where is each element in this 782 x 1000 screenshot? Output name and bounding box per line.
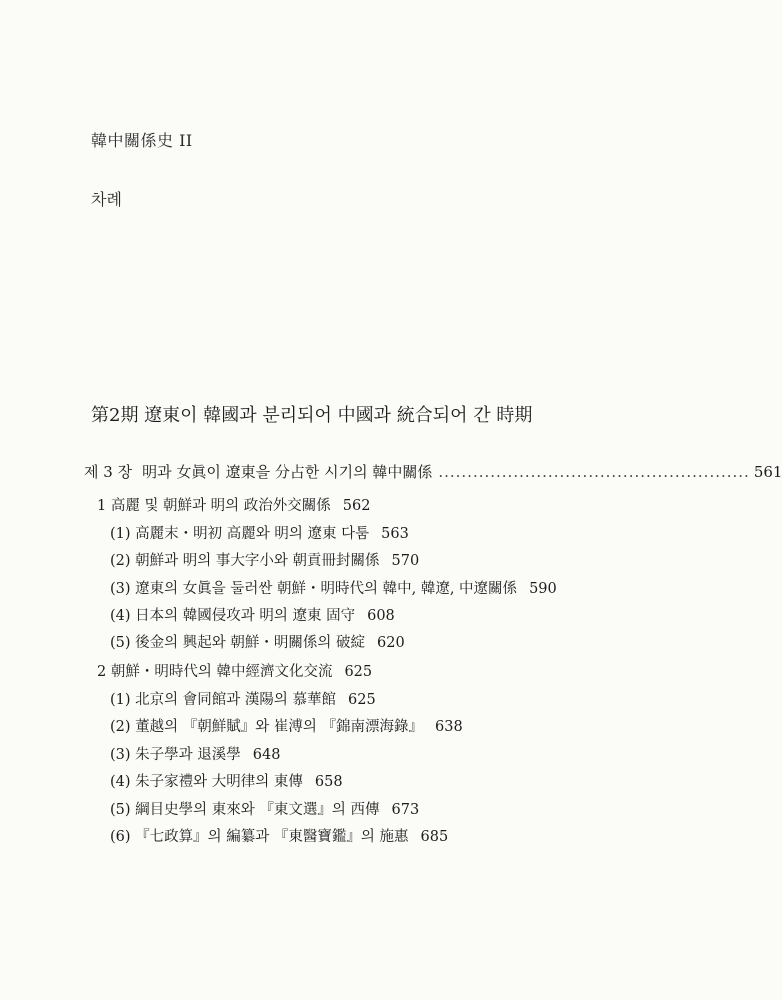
running-title: 韓中關係史 II xyxy=(91,131,193,150)
subsection-label: (1) 高麗末・明初 高麗와 明의 遼東 다툼 xyxy=(110,526,370,542)
section-label: 1 高麗 및 朝鮮과 明의 政治外交關係 xyxy=(97,498,331,514)
toc-subsection[interactable] xyxy=(110,577,557,598)
toc-subsection[interactable] xyxy=(110,604,395,625)
subsection-label: (1) 北京의 會同館과 漢陽의 慕華館 xyxy=(110,692,336,708)
chapter-page-number: 561 xyxy=(753,463,782,481)
page-number: 563 xyxy=(381,526,409,542)
toc-subsection[interactable] xyxy=(110,743,280,764)
toc-subsection[interactable] xyxy=(110,798,419,819)
page-number: 620 xyxy=(377,635,405,651)
subsection-label: (3) 遼東의 女眞을 둘러싼 朝鮮・明時代의 韓中, 韓遼, 中遼關係 xyxy=(110,581,518,597)
toc-section[interactable] xyxy=(97,494,370,515)
toc-heading: 차례 xyxy=(91,190,122,209)
toc-subsection[interactable] xyxy=(110,522,409,543)
page-number: 590 xyxy=(529,581,557,597)
subsection-label: (2) 董越의 『朝鮮賦』와 崔溥의 『錦南漂海錄』 xyxy=(110,719,423,735)
subsection-label: (5) 後金의 興起와 朝鮮・明關係의 破綻 xyxy=(110,635,365,651)
toc-subsection[interactable] xyxy=(110,549,419,570)
dot-leader: ...................................................... xyxy=(438,463,750,481)
page-number: 673 xyxy=(391,802,420,818)
page-number: 562 xyxy=(342,498,371,514)
toc-subsection[interactable] xyxy=(110,715,463,736)
toc-subsection[interactable] xyxy=(110,688,376,709)
chapter-entry[interactable] xyxy=(84,461,782,482)
page-number: 608 xyxy=(367,608,395,624)
page-number: 658 xyxy=(314,774,343,790)
page-number: 625 xyxy=(348,692,376,708)
toc-subsection[interactable] xyxy=(110,770,343,791)
toc-subsection[interactable] xyxy=(110,825,448,846)
period-title: 第2期 遼東이 韓國과 분리되어 中國과 統合되어 간 時期 xyxy=(91,405,533,426)
subsection-label: (5) 綱目史學의 東來와 『東文選』의 西傳 xyxy=(110,802,380,818)
chapter-title: 明과 女眞이 遼東을 分占한 시기의 韓中關係 xyxy=(142,463,433,481)
subsection-label: (2) 朝鮮과 明의 事大字小와 朝貢冊封關係 xyxy=(110,553,380,569)
toc-section[interactable] xyxy=(97,660,372,681)
section-label: 2 朝鮮・明時代의 韓中經濟文化交流 xyxy=(97,664,333,680)
subsection-label: (4) 日本의 韓國侵攻과 明의 遼東 固守 xyxy=(110,608,356,624)
subsection-label: (6) 『七政算』의 編纂과 『東醫寶鑑』의 施惠 xyxy=(110,829,409,845)
page-number: 648 xyxy=(252,747,281,763)
page-number: 638 xyxy=(435,719,463,735)
subsection-label: (4) 朱子家禮와 大明律의 東傳 xyxy=(110,774,303,790)
chapter-number: 제 3 장 xyxy=(84,463,133,481)
page-number: 570 xyxy=(391,553,420,569)
subsection-label: (3) 朱子學과 退溪學 xyxy=(110,747,241,763)
page-number: 625 xyxy=(344,664,373,680)
toc-subsection[interactable] xyxy=(110,631,405,652)
page-number: 685 xyxy=(420,829,449,845)
